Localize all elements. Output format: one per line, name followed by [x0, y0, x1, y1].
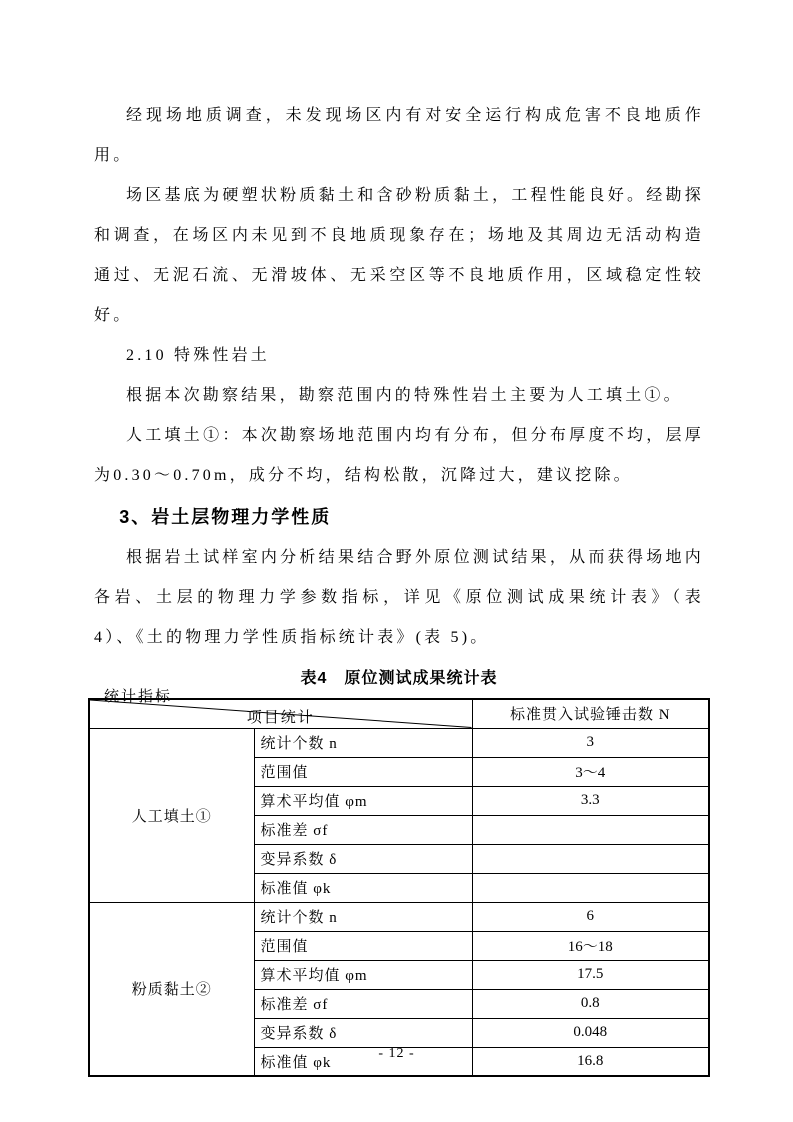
row-label: 标准差 σf — [254, 989, 472, 1018]
row-label: 算术平均值 φm — [254, 960, 472, 989]
row-value: 0.048 — [472, 1018, 709, 1047]
row-value: 6 — [472, 902, 709, 931]
row-value: 16.8 — [472, 1047, 709, 1076]
diag-label-project: 项目统计 — [246, 710, 315, 726]
diag-label-indicator: 统计指标 — [104, 688, 173, 705]
row-label: 标准值 φk — [254, 873, 472, 902]
group-label-silty-clay: 粉质黏土② — [89, 902, 254, 1076]
row-label: 标准差 σf — [254, 815, 472, 844]
row-value: 0.8 — [472, 989, 709, 1018]
sub-heading-2-10: 2.10 特殊性岩土 — [126, 347, 271, 364]
row-label: 变异系数 δ — [254, 1018, 472, 1047]
row-label: 算术平均值 φm — [254, 786, 472, 815]
row-label: 统计个数 n — [254, 902, 472, 931]
table-caption: 表4 原位测试成果统计表 — [300, 670, 498, 687]
paragraph-site-base: 场区基底为硬塑状粉质黏土和含砂粉质黏土，工程性能良好。经勘探和调查，在场区内未见到不良地质现象存在；场地及其周边无活动构造通过、无泥石流、无滑坡体、无采空区等不良地质作用，区域稳定性较好。 — [94, 187, 704, 324]
column-header-spt: 标准贯入试验锤击数 N — [472, 699, 709, 728]
section-heading-3: 3、岩土层物理力学性质 — [119, 507, 332, 527]
row-value: 16～18 — [472, 931, 709, 960]
page-content — [94, 96, 704, 1077]
row-label: 标准值 φk — [254, 1047, 472, 1076]
table-row — [89, 728, 709, 757]
paragraph-special-soil: 根据本次勘察结果，勘察范围内的特殊性岩土主要为人工填土①。 — [126, 387, 683, 404]
group-label-fill: 人工填土① — [89, 728, 254, 902]
row-label: 变异系数 δ — [254, 844, 472, 873]
row-label: 范围值 — [254, 757, 472, 786]
stats-table — [88, 688, 710, 1077]
row-value: 3.3 — [472, 786, 709, 815]
row-label: 统计个数 n — [254, 728, 472, 757]
page-number: - 12 - — [378, 1046, 415, 1061]
paragraph-test-results: 根据岩土试样室内分析结果结合野外原位测试结果，从而获得场地内各岩、土层的物理力学参数指标，详见《原位测试成果统计表》（表 4）、《土的物理力学性质指标统计表》(表 5)。 — [94, 549, 704, 646]
row-value — [472, 844, 709, 873]
diagonal-header-cell — [89, 688, 472, 728]
row-value: 3 — [472, 728, 709, 757]
table-row — [89, 902, 709, 931]
table-header-row — [89, 699, 709, 728]
row-value — [472, 815, 709, 844]
row-label: 范围值 — [254, 931, 472, 960]
row-value: 3～4 — [472, 757, 709, 786]
row-value — [472, 873, 709, 902]
row-value: 17.5 — [472, 960, 709, 989]
paragraph-fill-soil: 人工填土①：本次勘察场地范围内均有分布，但分布厚度不均，层厚为0.30～0.70m，成分不均，结构松散，沉降过大，建议挖除。 — [94, 427, 704, 484]
paragraph-geology-survey: 经现场地质调查，未发现场区内有对安全运行构成危害不良地质作用。 — [94, 107, 704, 164]
